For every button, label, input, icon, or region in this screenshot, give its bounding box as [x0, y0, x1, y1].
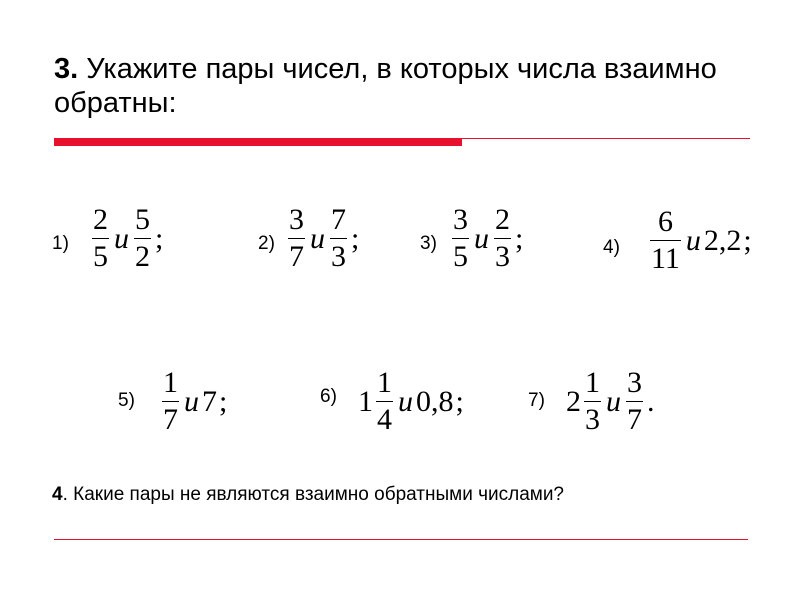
pair-2-b-numerator: 7: [331, 203, 346, 236]
pair-6-expression: [358, 366, 464, 437]
pair-3-a-numerator: 3: [453, 203, 468, 236]
pair-1-fraction-a: [92, 203, 109, 274]
pair-5-a-denominator: 7: [163, 403, 178, 436]
pair-7-end: .: [647, 384, 655, 418]
pair-1-connector: и: [114, 221, 129, 255]
pair-7-a-denominator: 3: [585, 403, 600, 436]
pair-3-connector: и: [474, 221, 489, 255]
bottom-rule: [54, 539, 748, 540]
pair-2-expression: [286, 203, 359, 274]
pair-4-b-value: 2,2: [703, 223, 742, 257]
pair-7-label: 7): [528, 390, 545, 411]
pair-4-a-denominator: 11: [651, 242, 680, 275]
pair-6-b-value: 0,8: [416, 384, 454, 418]
pair-7-a-numerator: 1: [585, 366, 600, 399]
question-3-number: 3.: [54, 53, 79, 85]
pair-2-fraction-b: [330, 203, 347, 274]
pair-6-a-numerator: 1: [377, 366, 392, 399]
question-4: [52, 484, 564, 506]
pair-3-b-numerator: 2: [495, 203, 510, 236]
question-4-number: 4: [52, 484, 63, 505]
pair-4-a-numerator: 6: [657, 205, 673, 238]
question-3-title: [54, 52, 754, 120]
title-underline-thick: [54, 138, 462, 146]
pair-5-connector: и: [184, 384, 199, 418]
pair-3-expression: [450, 203, 523, 274]
pair-6-a-denominator: 4: [377, 403, 392, 436]
pair-5-expression: [160, 366, 227, 437]
pair-1-label: 1): [52, 233, 69, 254]
pair-6-end: ;: [455, 384, 464, 418]
pair-6-a-whole: 1: [358, 384, 373, 418]
pair-2-b-denominator: 3: [331, 240, 346, 273]
pair-6-label: 6): [320, 386, 337, 407]
pair-3-label: 3): [420, 233, 437, 254]
pair-1-a-numerator: 2: [93, 203, 108, 236]
pair-3-b-denominator: 3: [495, 240, 510, 273]
pair-1-end: ;: [155, 221, 164, 255]
pair-5-a-numerator: 1: [163, 366, 178, 399]
pair-4-label: 4): [603, 237, 620, 258]
pair-5-end: ;: [219, 384, 228, 418]
pair-1-a-denominator: 5: [93, 240, 108, 273]
pair-2-connector: и: [310, 221, 325, 255]
pair-7-expression: [566, 366, 655, 437]
pair-1-b-numerator: 5: [135, 203, 150, 236]
pair-3-fraction-a: [452, 203, 469, 274]
pair-2-a-numerator: 3: [289, 203, 304, 236]
pair-6-connector: и: [398, 384, 413, 418]
pair-5-fraction-a: [162, 366, 179, 437]
pair-7-a-whole: 2: [566, 384, 581, 418]
pair-2-fraction-a: [288, 203, 305, 274]
pair-5-label: 5): [118, 390, 135, 411]
pair-2-end: ;: [351, 221, 360, 255]
pair-1-b-denominator: 2: [135, 240, 150, 273]
pair-3-a-denominator: 5: [453, 240, 468, 273]
pair-1-expression: [90, 203, 163, 274]
pair-6-fraction-a: [376, 366, 393, 437]
pair-2-a-denominator: 7: [289, 240, 304, 273]
pair-4-end: ;: [743, 223, 752, 257]
question-3-text: Укажите пары чисел, в которых числа взаимно обратны:: [54, 53, 717, 119]
question-4-text: . Какие пары не являются взаимно обратными числами?: [62, 484, 564, 505]
pair-1-fraction-b: [134, 203, 151, 274]
pair-7-fraction-a: [584, 366, 601, 437]
pair-3-end: ;: [515, 221, 524, 255]
pair-3-fraction-b: [494, 203, 511, 274]
pair-7-connector: и: [606, 384, 621, 418]
pair-5-b-value: 7: [202, 384, 217, 418]
pair-2-label: 2): [258, 233, 275, 254]
title-underline-thin: [462, 138, 750, 139]
pair-7-fraction-b: [626, 366, 643, 437]
pair-4-expression: [648, 205, 752, 276]
pair-7-b-denominator: 7: [627, 403, 642, 436]
pair-4-connector: и: [685, 223, 701, 257]
pair-7-b-numerator: 3: [627, 366, 642, 399]
pair-4-fraction-a: [650, 205, 681, 276]
